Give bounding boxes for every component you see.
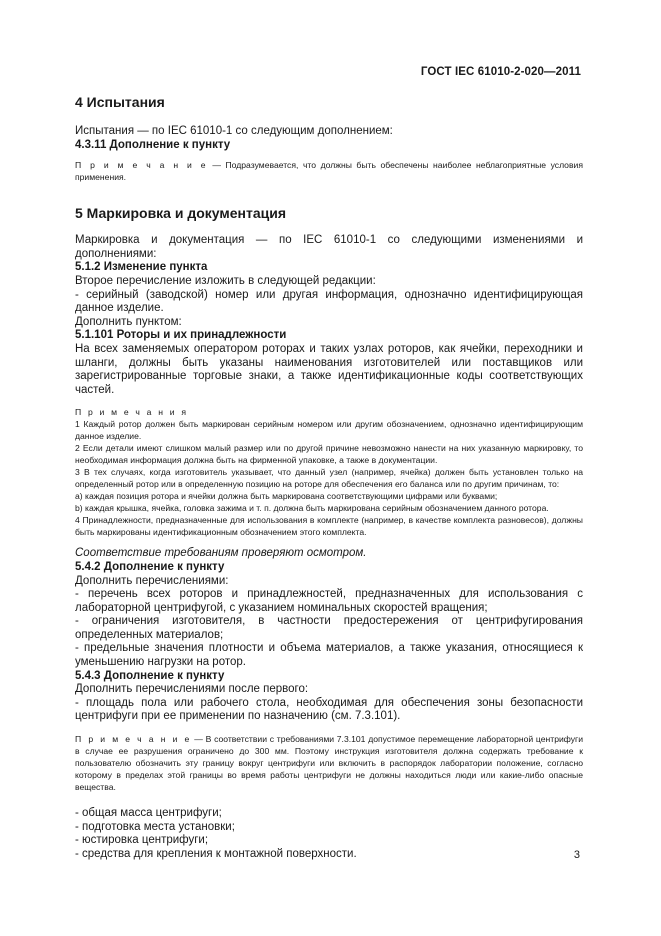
- section-4-heading: 4 Испытания: [75, 94, 165, 110]
- note-label: П р и м е ч а н и е: [75, 160, 208, 171]
- clause-5-4-2-item-3: - предельные значения плотности и объема материалов, а также указания, относящиеся к уменьшению нагрузки на ротор.: [75, 642, 583, 669]
- notes-label: [75, 406, 583, 418]
- section-4-intro: Испытания — по IEC 61010-1 со следующим дополнением:: [75, 125, 393, 137]
- section-5-intro: Маркировка и документация — по IEC 61010-1 со следующими изменениями и дополнениями:: [75, 234, 583, 260]
- clause-5-4-2-item-1: - перечень всех роторов и принадлежностей, предназначенных для использования с лабораторной центрифугой, с указанием номинальных скоростей вращения;: [75, 588, 583, 614]
- note-3b: b) каждая крышка, ячейка, головка зажима и т. п. должна быть маркирована серийным обозначением данного ротора.: [75, 503, 549, 514]
- list-item: - средства для крепления к монтажной поверхности.: [75, 847, 357, 860]
- clause-5-1-2-add: Дополнить пунктом:: [75, 315, 182, 328]
- clause-5-1-101-text: На всех заменяемых оператором роторах и таких узлах роторов, как ячейки, переходники и шланги, должны быть указаны наименования изготовителей или поставщиков или зарегистрированные торговые знаки, а также идентификационные коды соответствующих частей.: [75, 342, 583, 396]
- clause-5-1-101: 5.1.101 Роторы и их принадлежности: [75, 329, 287, 342]
- clause-5-4-3-text: Дополнить перечислениями после первого:: [75, 683, 309, 696]
- list-item: - юстировка центрифуги;: [75, 834, 209, 847]
- note-text: — В соответствии с требованиями 7.3.101 допустимое перемещение лабораторной центрифуги в случае ее разрушения ограничено до 300 мм. Поэтому инструкция изготовителя должна содержать требование к пользователю обозначить эту границу вокруг центрифуги или включить в распорядок лаборатории положение, согласно которому в пределах этой границы во время работы центрифуги не должны находиться люди или какие-либо опасные вещества.: [75, 734, 583, 793]
- note-4: 4 Принадлежности, предназначенные для использования в комплекте (например, в качестве комплекта разновесов), должны быть маркированы идентификационным обозначением этого комплекта.: [75, 515, 583, 538]
- compliance-statement: Соответствие требованиям проверяют осмотром.: [75, 547, 367, 560]
- note-4-3-11: [75, 159, 583, 183]
- clause-5-4-2-item-2: - ограничения изготовителя, в частности предостережения от центрифугирования определенных материалов;: [75, 615, 583, 641]
- note-5-4-3: [75, 733, 583, 793]
- clause-4-3-11: 4.3.11 Дополнение к пункту: [75, 138, 231, 151]
- clause-5-4-2-text: Дополнить перечислениями:: [75, 574, 229, 587]
- page-number: 3: [573, 849, 580, 861]
- clause-5-1-2: 5.1.2 Изменение пункта: [75, 261, 208, 274]
- list-item: - общая масса центрифуги;: [75, 807, 222, 820]
- clause-5-4-2: 5.4.2 Дополнение к пункту: [75, 560, 225, 573]
- list-item: - подготовка места установки;: [75, 820, 235, 833]
- list-block: [75, 807, 583, 861]
- standard-designation: ГОСТ IEC 61010-2-020—2011: [420, 66, 581, 78]
- clause-5-1-2-item: - серийный (заводской) номер или другая информация, однозначно идентифицирующая данное изделие.: [75, 288, 583, 315]
- section-5-heading: 5 Маркировка и документация: [75, 205, 287, 222]
- clause-5-4-3: 5.4.3 Дополнение к пункту: [75, 669, 225, 682]
- note-3a: а) каждая позиция ротора и ячейки должна быть маркирована соответствующими цифрами или буквами;: [75, 491, 498, 502]
- page-content: [75, 92, 583, 861]
- note-2: 2 Если детали имеют слишком малый размер или по другой причине невозможно нанести на них указанную маркировку, то необходимая информация должна быть на фирменной упаковке, а также в документации.: [75, 443, 583, 466]
- note-1: 1 Каждый ротор должен быть маркирован серийным номером или другим обозначением, однозначно идентифицирующим данное изделие.: [75, 419, 583, 442]
- note-label: П р и м е ч а н и е: [75, 734, 192, 745]
- notes-label-text: П р и м е ч а н и я: [75, 407, 189, 418]
- clause-5-4-3-item: - площадь пола или рабочего стола, необходимая для обеспечения зоны безопасности центрифуги при ее применении по назначению (см. 7.3.101).: [75, 696, 583, 723]
- note-text: — Подразумевается, что должны быть обеспечены наиболее неблагоприятные условия применения.: [75, 160, 583, 183]
- note-3: 3 В тех случаях, когда изготовитель указывает, что данный узел (например, ячейка) должен быть установлен только на определенный ротор или в определенную позицию на роторе для обеспечения его баланса или по другим причинам, то:: [75, 467, 583, 490]
- clause-5-1-2-text: Второе перечисление изложить в следующей редакции:: [75, 274, 376, 287]
